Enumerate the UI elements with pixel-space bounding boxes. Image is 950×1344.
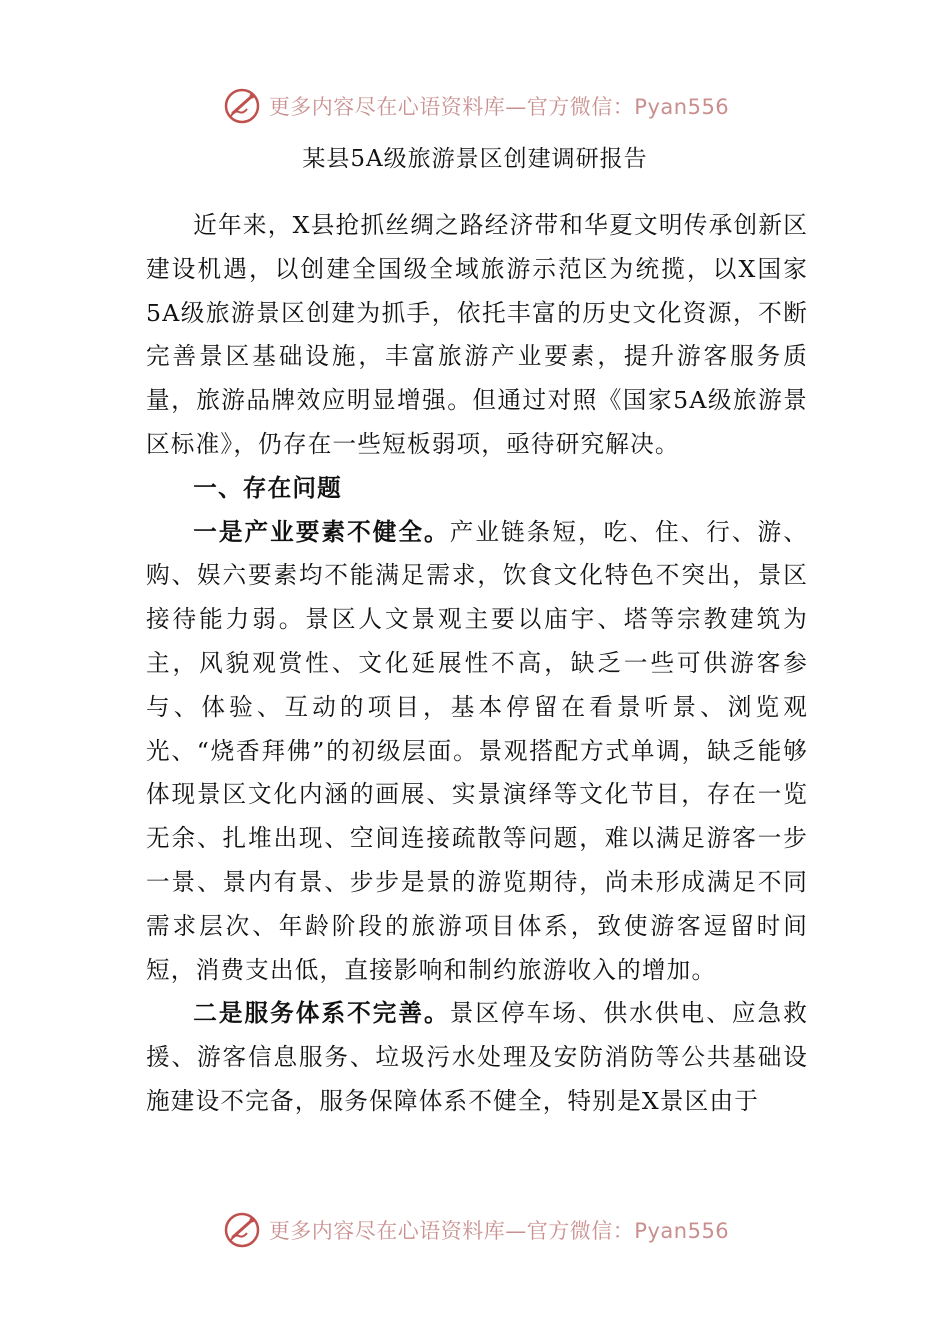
pen-seal-icon xyxy=(221,85,263,127)
document-title: 某县5A级旅游景区创建调研报告 xyxy=(302,146,648,172)
point-one-lead: 一是产业要素不健全。 xyxy=(193,517,450,546)
intro-paragraph: 近年来，X县抢抓丝绸之路经济带和华夏文明传承创新区建设机遇，以创建全国级全域旅游示范区为统揽，以X国家5A级旅游景区创建为抓手，依托丰富的历史文化资源，不断完善景区基础设施，丰富旅游产业要素，提升游客服务质量，旅游品牌效应明显增强。但通过对照《国家5A级旅游景区标准》，仍存在一些短板弱项，亟待研究解决。 xyxy=(146,211,808,458)
watermark-banner-top xyxy=(0,82,950,130)
watermark-text: 更多内容尽在心语资料库—官方微信：Pyan556 xyxy=(268,1219,730,1243)
point-two-paragraph xyxy=(146,992,808,1123)
pen-seal-icon xyxy=(221,1209,263,1251)
point-one-paragraph xyxy=(146,511,808,993)
watermark-banner-bottom xyxy=(0,1206,950,1254)
point-one-body: 产业链条短，吃、住、行、游、购、娱六要素均不能满足需求，饮食文化特色不突出，景区接待能力弱。景区人文景观主要以庙宇、塔等宗教建筑为主，风貌观赏性、文化延展性不高，缺乏一些可供游客参与、体验、互动的项目，基本停留在看景听景、浏览观光、“烧香拜佛”的初级层面。景观搭配方式单调，缺乏能够体现景区文化内涵的画展、实景演绎等文化节目，存在一览无余、扎堆出现、空间连接疏散等问题，难以满足游客一步一景、景内有景、步步是景的游览期待，尚未形成满足不同需求层次、年龄阶段的旅游项目体系，致使游客逗留时间短，消费支出低，直接影响和制约旅游收入的增加。 xyxy=(146,517,808,984)
section-heading: 一、存在问题 xyxy=(193,473,342,502)
point-two-body: 景区停车场、供水供电、应急救援、游客信息服务、垃圾污水处理及安防消防等公共基础设施建设不完备，服务保障体系不健全，特别是X景区由于 xyxy=(146,999,808,1115)
point-two-lead: 二是服务体系不完善。 xyxy=(193,999,450,1028)
document-body xyxy=(146,204,808,1124)
watermark-text: 更多内容尽在心语资料库—官方微信：Pyan556 xyxy=(268,95,730,119)
